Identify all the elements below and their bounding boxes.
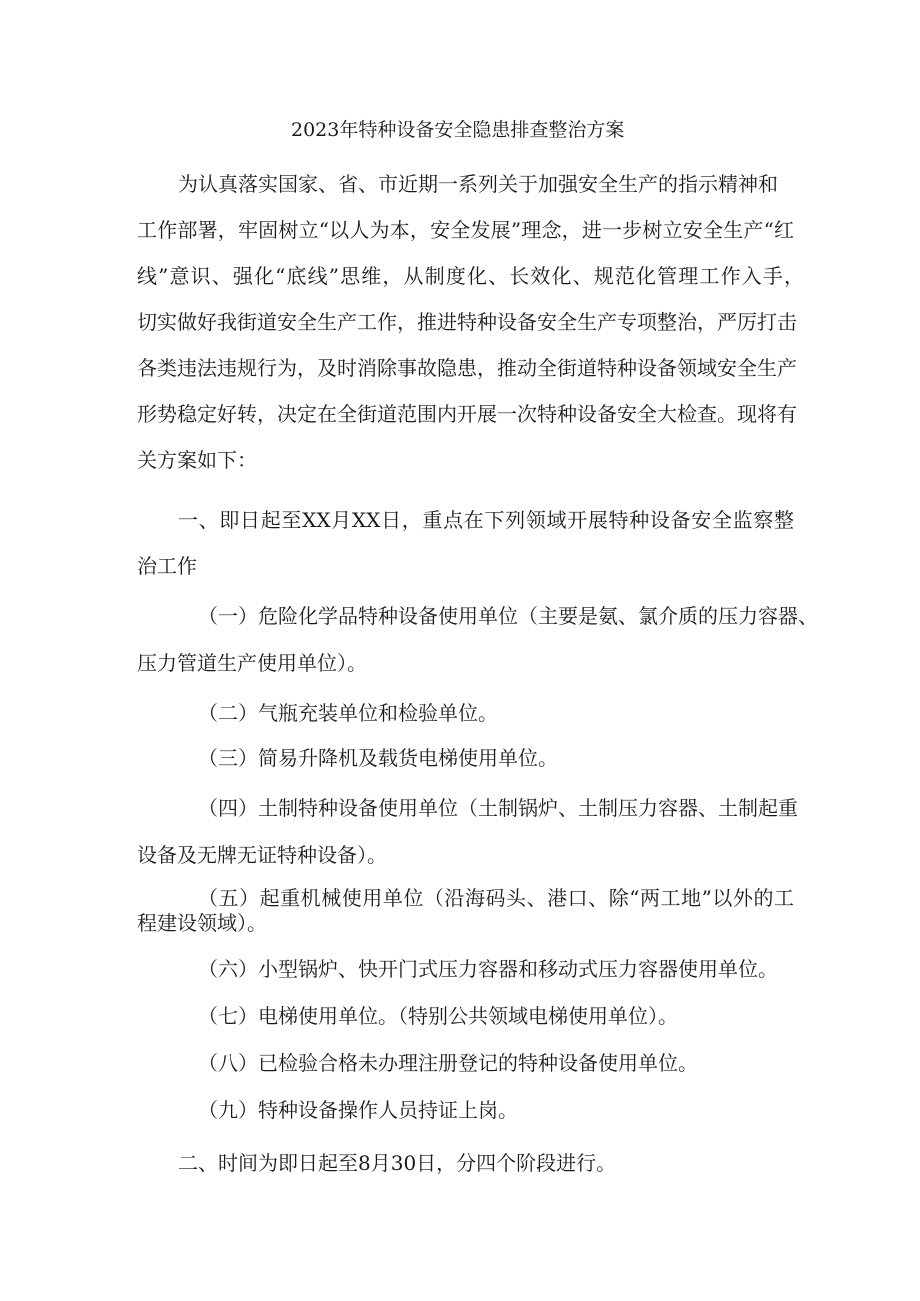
intro-line: 关方案如下： [137, 448, 257, 472]
intro-line: 为认真落实国家、省、市近期一系列关于加强安全生产的指示精神和 [178, 172, 778, 196]
list-item: 压力管道生产使用单位）。 [137, 651, 367, 675]
list-item: （一）危险化学品特种设备使用单位（主要是氨、氯介质的压力容器、 [198, 604, 818, 628]
section-heading: 二、时间为即日起至8月30日，分四个阶段进行。 [178, 1151, 617, 1175]
intro-line: 线”意识、强化“底线”思维，从制度化、长效化、规范化管理工作入手， [137, 264, 804, 288]
section-heading: 治工作 [137, 554, 197, 578]
list-item: （四）土制特种设备使用单位（土制锅炉、土制压力容器、土制起重 [198, 796, 798, 820]
list-item: 程建设领域）。 [137, 911, 267, 935]
intro-line: 各类违法违规行为，及时消除事故隐患，推动全街道特种设备领域安全生产 [137, 356, 797, 380]
section-heading: 一、即日起至XX月XX日，重点在下列领域开展特种设备安全监察整 [178, 508, 794, 532]
list-item: （五）起重机械使用单位（沿海码头、港口、除“两工地”以外的工 [198, 886, 794, 910]
list-item: （七）电梯使用单位。（特别公共领域电梯使用单位）。 [198, 1004, 678, 1028]
document-title: 2023年特种设备安全隐患排查整治方案 [291, 119, 625, 141]
list-item: （九）特种设备操作人员持证上岗。 [198, 1098, 518, 1122]
intro-line: 切实做好我街道安全生产工作，推进特种设备安全生产专项整治，严厉打击 [137, 310, 797, 334]
list-item: （八）已检验合格未办理注册登记的特种设备使用单位。 [198, 1051, 698, 1075]
list-item: （六）小型锅炉、快开门式压力容器和移动式压力容器使用单位。 [198, 957, 778, 981]
list-item: （三）简易升降机及载货电梯使用单位。 [198, 746, 558, 770]
intro-line: 形势稳定好转，决定在全街道范围内开展一次特种设备安全大检查。现将有 [137, 402, 797, 426]
intro-line: 工作部署，牢固树立“以人为本，安全发展”理念，进一步树立安全生产“红 [137, 218, 794, 242]
list-item: （二）气瓶充装单位和检验单位。 [198, 701, 498, 725]
list-item: 设备及无牌无证特种设备）。 [137, 843, 387, 867]
